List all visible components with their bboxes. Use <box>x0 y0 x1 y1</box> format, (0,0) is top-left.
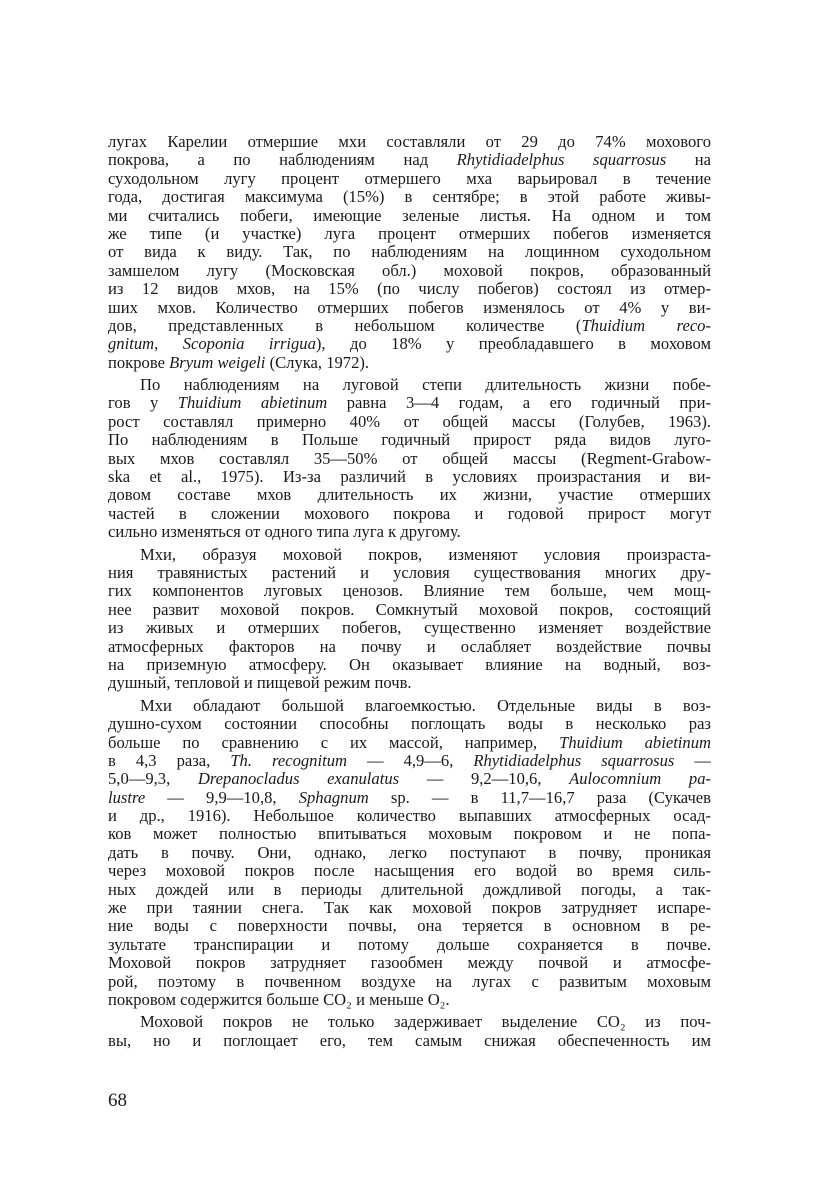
text-line: вых мхов составлял 35—50% от общей массы (Regment-Grabow- <box>108 449 711 468</box>
text-line: через моховой покров после насыщения его водой во время силь- <box>108 862 711 881</box>
text-line: ми считались побеги, имеющие зеленые листья. На одном и том <box>108 206 711 225</box>
text-line: покрова, а по наблюдениям над Rhytidiadelphus squarrosus на <box>108 151 711 170</box>
text-line: в 4,3 раза, Th. recognitum — 4,9—6, Rhytidiadelphus squarrosus — <box>108 751 711 770</box>
text-line: gnitum, Scoponia irrigua), до 18% у преобладавшего в моховом <box>108 335 711 354</box>
text-line: покровом содержится больше CO₂ и меньше O₂. <box>108 990 450 1009</box>
paragraph <box>108 376 711 542</box>
text-line: атмосферных факторов на почву и ослабляет воздействие почвы <box>108 637 711 656</box>
text-line: 5,0—9,3, Drepanocladus exanulatus — 9,2—10,6, Aulocomnium pa- <box>108 770 711 789</box>
text-line: ков может полностью впитываться моховым покровом и не попа- <box>108 825 711 844</box>
text-line: от вида к виду. Так, по наблюдениям на лощинном суходольном <box>108 243 711 262</box>
text-line: душно-сухом состоянии способны поглощать воды в несколько раз <box>108 715 711 734</box>
text-line: ния травянистых растений и условия существования многих дру- <box>108 563 711 582</box>
text-line: ska et al., 1975). Из-за различий в условиях произрастания и ви- <box>108 468 711 487</box>
text-line: Моховой покров затрудняет газообмен между почвой и атмосфе- <box>108 954 711 973</box>
text-line: из 12 видов мхов, на 15% (по числу побегов) состоял из отмер- <box>108 280 711 299</box>
text-line: гов у Thuidium abietinum равна 3—4 годам, а его годичный при- <box>108 394 711 413</box>
text-line: года, достигая максимума (15%) в сентябре; в этой работе живы- <box>108 188 711 207</box>
text-line: же типе (и участке) луга процент отмерших побегов изменяется <box>108 224 711 243</box>
text-line: лугах Карелии отмершие мхи составляли от 29 до 74% мохового <box>108 133 711 151</box>
text-line: душный, тепловой и пищевой режим почв. <box>108 674 412 693</box>
text-line: Мхи обладают большой влагоемкостью. Отдельные виды в воз- <box>140 696 711 715</box>
text-line: Моховой покров не только задерживает выделение CO₂ из поч- <box>140 1013 711 1032</box>
text-line: lustre — 9,9—10,8, Sphagnum sp. — в 11,7—16,7 раза (Сукачев <box>108 788 711 807</box>
paragraph <box>108 697 711 1010</box>
text-line: и др., 1916). Небольшое количество выпавших атмосферных осад- <box>108 807 711 826</box>
text-line: гих компонентов луговых ценозов. Влияние тем больше, чем мощ- <box>108 582 711 601</box>
text-line: рой, поэтому в почвенном воздухе на лугах с развитым моховым <box>108 972 711 991</box>
text-line: суходольном лугу процент отмершего мха варьировал в течение <box>108 169 711 188</box>
text-line: Мхи, образуя моховой покров, изменяют условия произраста- <box>140 545 711 564</box>
paragraph <box>108 1013 711 1050</box>
text-line: дать в почву. Они, однако, легко поступают в почву, проникая <box>108 843 711 862</box>
text-line: нее развит моховой покров. Сомкнутый моховой покров, состоящий <box>108 600 711 619</box>
text-line: же при таянии снега. Так как моховой покров затрудняет испаре- <box>108 899 711 918</box>
text-line: зультате транспирации и потому дольше сохраняется в почве. <box>108 935 711 954</box>
paragraph <box>108 133 711 372</box>
text-line: довом составе мхов длительность их жизни, участие отмерших <box>108 486 711 505</box>
text-line: покрове Bryum weigeli (Слука, 1972). <box>108 353 370 372</box>
text-line: ние воды с поверхности почвы, она теряется в основном в ре- <box>108 917 711 936</box>
text-line: ных дождей или в периоды длительной дождливой погоды, а так- <box>108 880 711 899</box>
text-line: из живых и отмерших побегов, существенно изменяет воздействие <box>108 619 711 638</box>
text-line: вы, но и поглощает его, тем самым снижая обеспеченность им <box>108 1031 711 1050</box>
text-line: частей в сложении мохового покрова и годовой прирост могут <box>108 504 711 523</box>
text-line: дов, представленных в небольшом количестве (Thuidium reco- <box>108 316 711 335</box>
text-line: По наблюдениям в Польше годичный прирост ряда видов луго- <box>108 431 711 450</box>
body-text <box>108 133 711 1054</box>
text-line: сильно изменяться от одного типа луга к другому. <box>108 523 461 542</box>
page-number: 68 <box>108 1090 127 1111</box>
text-line: ших мхов. Количество отмерших побегов изменялось от 4% у ви- <box>108 298 711 317</box>
text-line: рост составлял примерно 40% от общей массы (Голубев, 1963). <box>108 412 711 431</box>
text-line: замшелом лугу (Московская обл.) моховой покров, образованный <box>108 261 711 280</box>
text-line: больше по сравнению с их массой, например, Thuidium abietinum <box>108 733 711 752</box>
paragraph <box>108 546 711 693</box>
text-line: По наблюдениям на луговой степи длительность жизни побе- <box>140 376 711 395</box>
text-line: на приземную атмосферу. Он оказывает влияние на водный, воз- <box>108 655 711 674</box>
